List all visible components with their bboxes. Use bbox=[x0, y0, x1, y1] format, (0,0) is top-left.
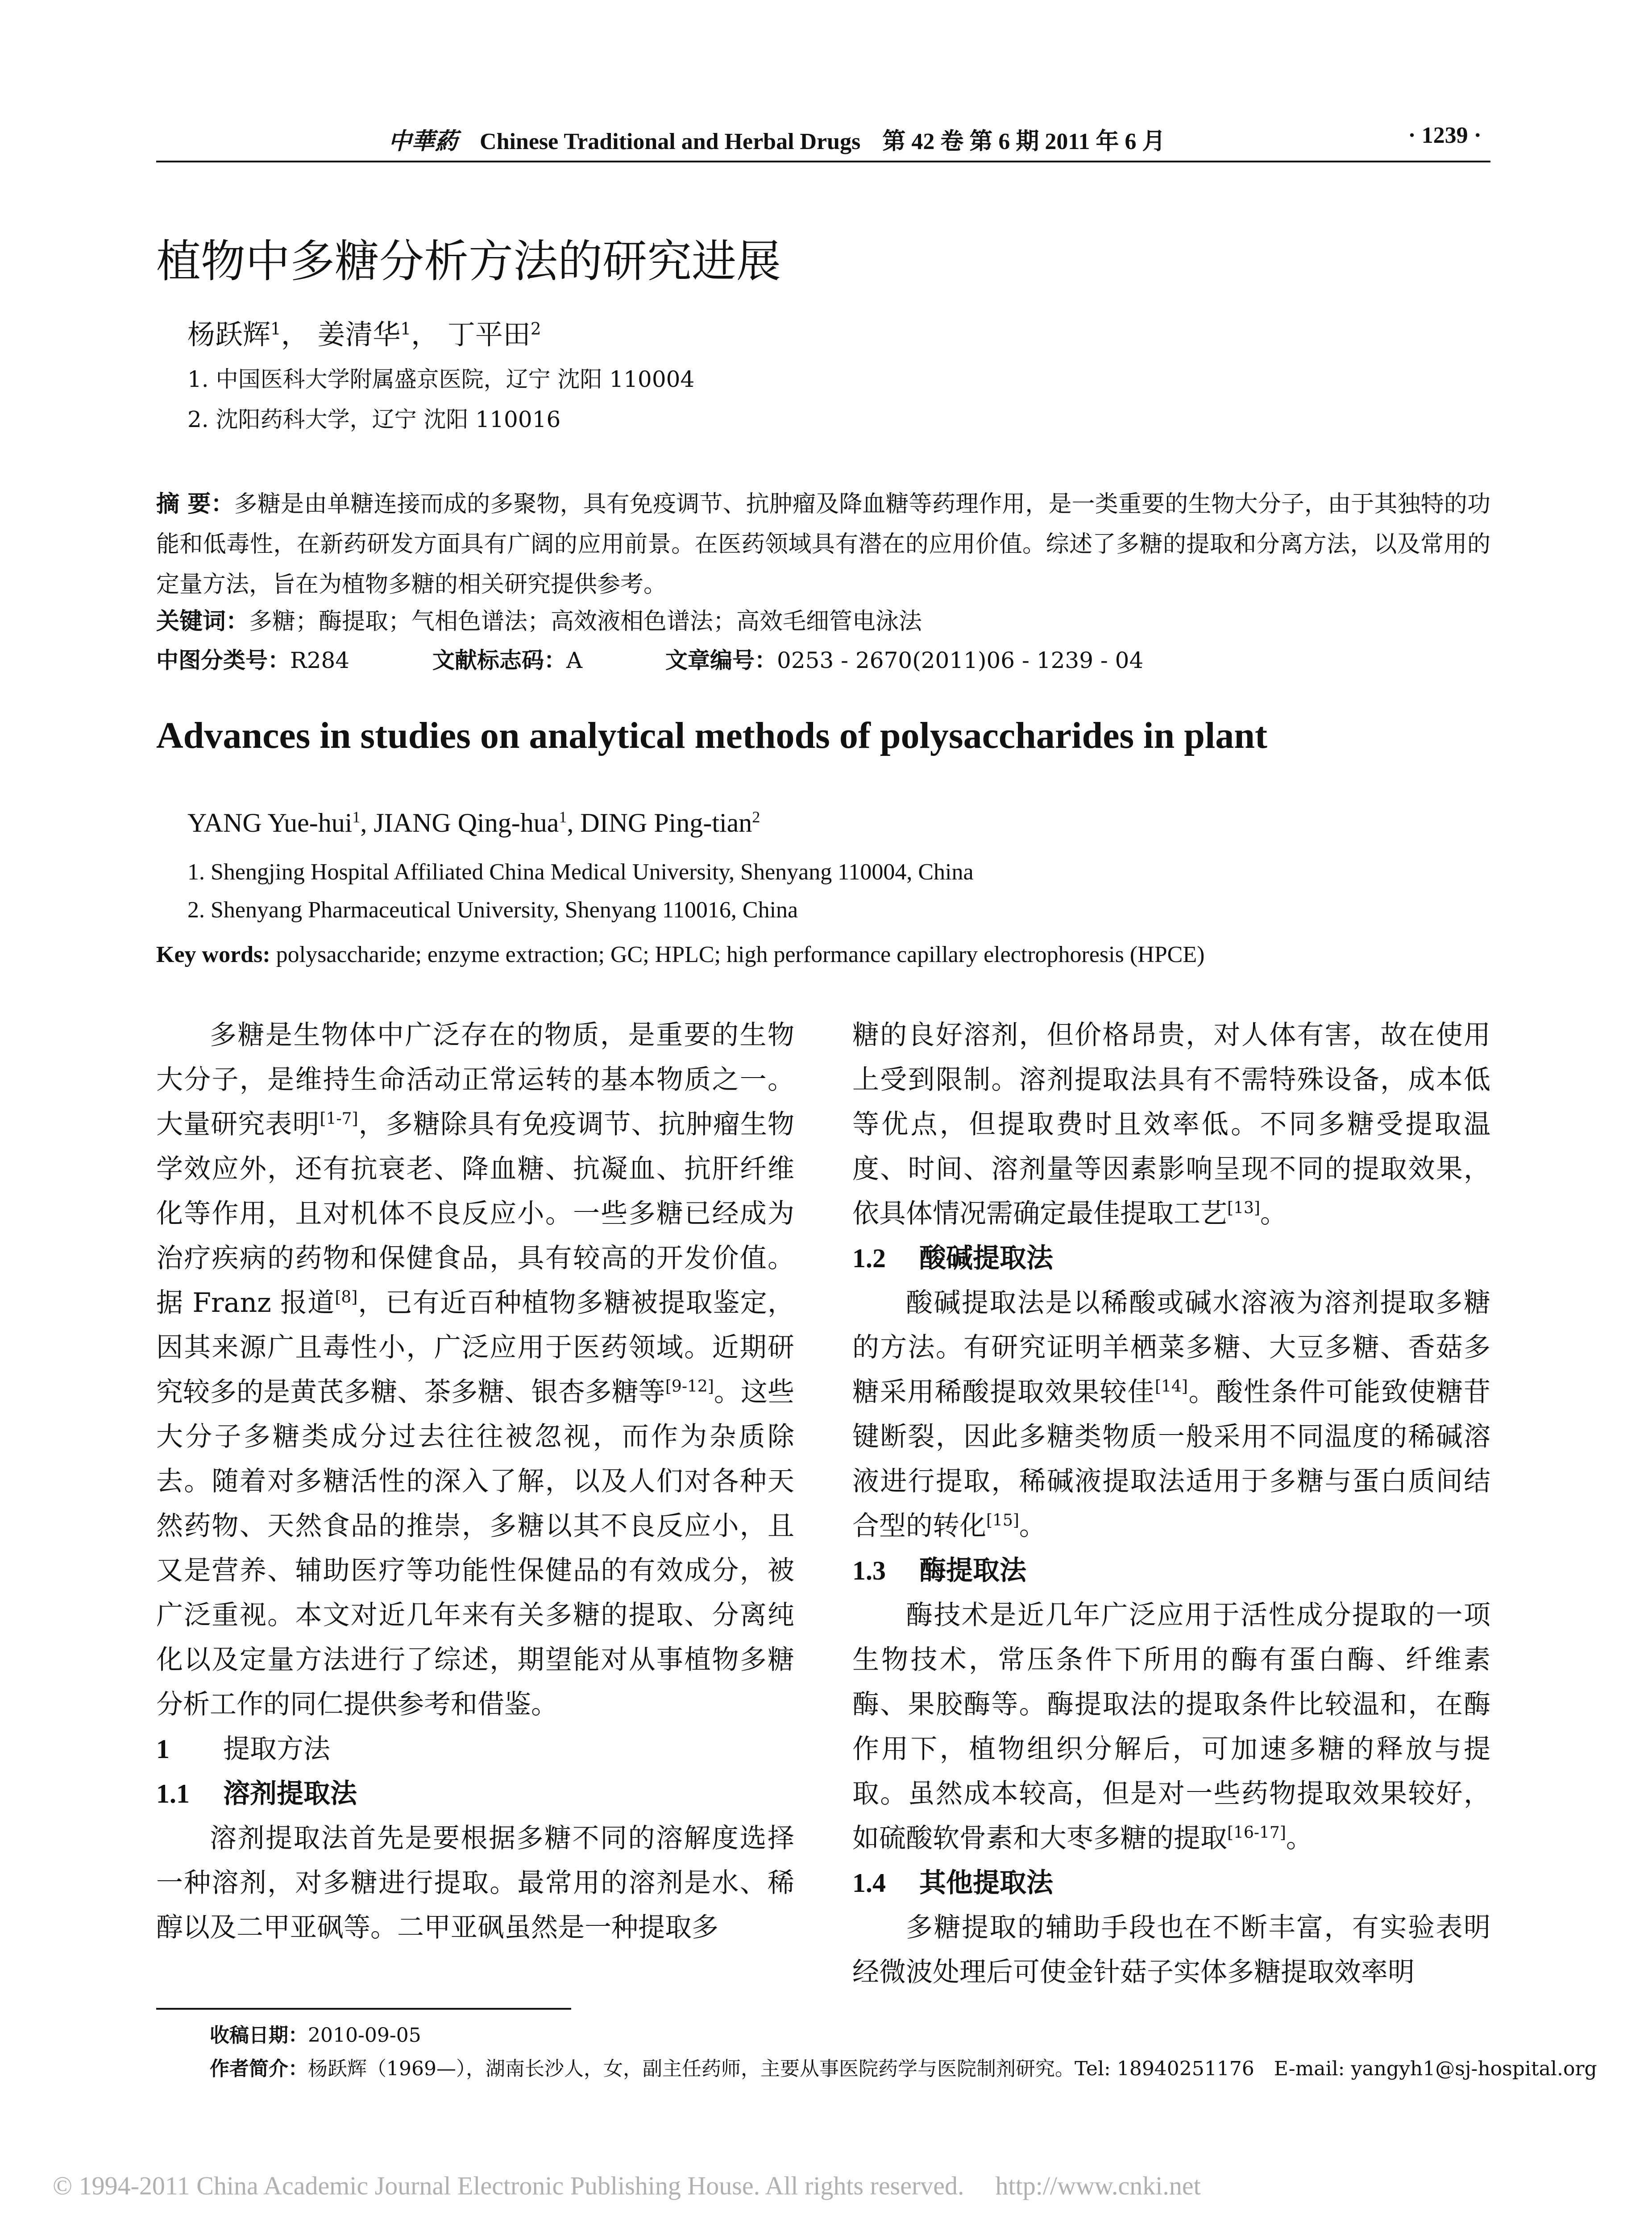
section-title: 提取方法 bbox=[223, 1733, 330, 1765]
body-paragraph bbox=[156, 1013, 794, 1727]
section-number: 1.3 bbox=[852, 1556, 886, 1585]
citation-ref[interactable]: [14] bbox=[1155, 1377, 1188, 1396]
section-title: 酶提取法 bbox=[919, 1555, 1026, 1586]
received-label: 收稿日期： bbox=[210, 2024, 308, 2047]
body-column-right bbox=[852, 1013, 1490, 1995]
clc-value: R284 bbox=[290, 647, 350, 673]
article-id bbox=[665, 647, 1143, 673]
keywords-label: 关键词： bbox=[156, 608, 249, 635]
affiliation-en-1: 1. Shengjing Hospital Affiliated China Medical University, Shenyang 110004, China bbox=[187, 859, 974, 885]
keywords-en-text: polysaccharide; enzyme extraction; GC; HPLC; high performance capillary electrophoresis (HPCE) bbox=[270, 942, 1205, 967]
cnki-link[interactable]: http://www.cnki.net bbox=[995, 2171, 1201, 2200]
authors-english bbox=[187, 808, 760, 838]
article-id-label: 文章编号： bbox=[665, 647, 777, 673]
received-value: 2010-09-05 bbox=[308, 2024, 421, 2047]
author-name-en: YANG Yue-hui bbox=[187, 808, 353, 838]
author-name: 姜清华 bbox=[317, 318, 401, 351]
citation-ref[interactable]: [1-7] bbox=[320, 1110, 358, 1128]
citation-ref[interactable]: [9-12] bbox=[665, 1377, 714, 1396]
text-run: 。 bbox=[1286, 1823, 1313, 1854]
running-header bbox=[156, 112, 1490, 162]
author-name-en: JIANG Qing-hua bbox=[374, 808, 559, 838]
text-run: 酶技术是近几年广泛应用于活性成分提取的一项生物技术，常压条件下所用的酶有蛋白酶、纤维素酶、果胶酶等。酶提取法的提取条件比较温和，在酶作用下，植物组织分解后，可加速多糖的释放与提取。虽然成本较高，但是对一些药物提取效果较好，如硫酸软骨素和大枣多糖的提取 bbox=[852, 1600, 1490, 1854]
document-code-label: 文献标志码： bbox=[432, 647, 566, 673]
copyright-watermark bbox=[53, 2171, 1201, 2201]
section-number: 1.4 bbox=[852, 1868, 886, 1898]
authors-chinese: 杨跃辉$^1$， 姜清华$^1$， 丁平田$^2$ bbox=[187, 318, 541, 351]
separator: , bbox=[567, 808, 581, 838]
affiliation-marker: 1 bbox=[270, 319, 281, 339]
text-run: 。 bbox=[1019, 1510, 1046, 1542]
author-name: 杨跃辉 bbox=[187, 318, 271, 351]
text-run: 多糖提取的辅助手段也在不断丰富，有实验表明经微波处理后可使金针菇子实体多糖提取效率明 bbox=[852, 1912, 1490, 1988]
subsection-heading bbox=[852, 1548, 1490, 1593]
citation-ref[interactable]: [13] bbox=[1227, 1199, 1260, 1217]
journal-name: Chinese Traditional and Herbal Drugs bbox=[480, 129, 861, 154]
author-bio bbox=[210, 2053, 1597, 2081]
body-paragraph bbox=[156, 1816, 794, 1950]
abstract-label: 摘 要： bbox=[156, 491, 234, 518]
body-paragraph bbox=[852, 1013, 1490, 1236]
subsection-heading bbox=[852, 1236, 1490, 1281]
received-date bbox=[210, 2019, 421, 2048]
affiliation-marker: 1 bbox=[352, 808, 361, 826]
keywords-en-label: Key words: bbox=[156, 942, 270, 967]
author-name-en: DING Ping-tian bbox=[580, 808, 752, 838]
subsection-heading bbox=[852, 1861, 1490, 1905]
text-run: 糖的良好溶剂，但价格昂贵，对人体有害，故在使用上受到限制。溶剂提取法具有不需特殊设备，成本低等优点，但提取费时且效率低。不同多糖受提取温度、时间、溶剂量等因素影响呈现不同的提取效果，依具体情况需确定最佳提取工艺 bbox=[852, 1020, 1490, 1229]
affiliation-en-2: 2. Shenyang Pharmaceutical University, Shenyang 110016, China bbox=[187, 897, 798, 923]
author-bio-text: 杨跃辉（1969—），湖南长沙人，女，副主任药师，主要从事医院药学与医院制剂研究。Tel: 18940251176 E-mail: yangyh1@sj-hospital.org bbox=[308, 2057, 1597, 2080]
journal-issue: 第 42 卷 第 6 期 2011 年 6 月 bbox=[882, 129, 1166, 154]
document-code-value: A bbox=[566, 647, 583, 673]
copyright-text: © 1994-2011 China Academic Journal Electronic Publishing House. All rights reserved. bbox=[53, 2171, 964, 2200]
author-name: 丁平田 bbox=[447, 318, 531, 351]
affiliation-marker: 1 bbox=[400, 319, 411, 339]
title-english: Advances in studies on analytical methods of polysaccharides in plant bbox=[156, 715, 1267, 756]
citation-ref[interactable]: [16-17] bbox=[1227, 1824, 1286, 1842]
section-number: 1.1 bbox=[156, 1779, 190, 1808]
abstract-text: 多糖是由单糖连接而成的多聚物，具有免疫调节、抗肿瘤及降血糖等药理作用，是一类重要的生物大分子，由于其独特的功能和低毒性，在新药研发方面具有广阔的应用前景。在医药领域具有潜在的应用价值。综述了多糖的提取和分离方法，以及常用的定量方法，旨在为植物多糖的相关研究提供参考。 bbox=[156, 491, 1490, 598]
affiliation-cn-1: 1. 中国医科大学附属盛京医院，辽宁 沈阳 110004 bbox=[187, 366, 695, 392]
footnote-rule bbox=[156, 2008, 571, 2010]
keywords-english bbox=[156, 941, 1204, 968]
section-heading bbox=[156, 1727, 794, 1771]
text-run: 多糖是生物体中广泛存在的物质，是重要的生物大分子，是维持生命活动正常运转的基本物质之一。大量研究表明 bbox=[156, 1020, 794, 1140]
article-id-value: 0253 - 2670(2011)06 - 1239 - 04 bbox=[777, 647, 1144, 673]
text-run: 酸碱提取法是以稀酸或碱水溶液为溶剂提取多糖的方法。有研究证明羊栖菜多糖、大豆多糖、香菇多糖采用稀酸提取效果较佳 bbox=[852, 1287, 1490, 1408]
clc-number bbox=[156, 647, 349, 673]
body-paragraph bbox=[852, 1281, 1490, 1548]
document-code bbox=[432, 647, 582, 673]
section-title: 溶剂提取法 bbox=[223, 1778, 357, 1809]
body-column-left bbox=[156, 1013, 794, 1950]
author-bio-label: 作者简介： bbox=[210, 2057, 308, 2080]
clc-label: 中图分类号： bbox=[156, 647, 290, 673]
affiliation-cn-2: 2. 沈阳药科大学，辽宁 沈阳 110016 bbox=[187, 406, 561, 432]
section-title: 其他提取法 bbox=[919, 1867, 1053, 1899]
text-run: ，多糖除具有免疫调节、抗肿瘤生物学效应外，还有抗衰老、降血糖、抗凝血、抗肝纤维化等作用，且对机体不良反应小。一些多糖已经成为治疗疾病的药物和保健食品，具有较高的开发价值。据 Franz 报道 bbox=[156, 1109, 795, 1319]
body-paragraph bbox=[852, 1593, 1490, 1861]
keywords-text: 多糖；酶提取；气相色谱法；高效液相色谱法；高效毛细管电泳法 bbox=[249, 608, 922, 635]
affiliation-marker: 1 bbox=[559, 808, 567, 826]
citation-ref[interactable]: [8] bbox=[335, 1288, 358, 1306]
affiliation-marker: 2 bbox=[530, 319, 541, 339]
citation-ref[interactable]: [15] bbox=[986, 1511, 1019, 1530]
subsection-heading bbox=[156, 1771, 794, 1816]
text-run: 。这些大分子多糖类成分过去往往被忽视，而作为杂质除去。随着对多糖活性的深入了解，以及人们对各种天然药物、天然食品的推崇，多糖以其不良反应小，且又是营养、辅助医疗等功能性保健品的有效成分，被广泛重视。本文对近几年来有关多糖的提取、分离纯化以及定量方法进行了综述，期望能对从事植物多糖分析工作的同仁提供参考和借鉴。 bbox=[156, 1377, 794, 1720]
text-run: 溶剂提取法首先是要根据多糖不同的溶解度选择一种溶剂，对多糖进行提取。最常用的溶剂是水、稀醇以及二甲亚砜等。二甲亚砜虽然是一种提取多 bbox=[156, 1823, 794, 1943]
journal-line bbox=[388, 122, 1165, 156]
section-number: 1 bbox=[156, 1734, 170, 1764]
text-run: 。 bbox=[1260, 1198, 1287, 1229]
body-paragraph bbox=[852, 1905, 1490, 1995]
keywords-chinese bbox=[156, 602, 922, 636]
journal-logo: 中華葯 bbox=[388, 128, 458, 155]
page-number: · 1239 · bbox=[1408, 123, 1482, 148]
affiliation-marker: 2 bbox=[752, 808, 760, 826]
text-run: 。酸性条件可能致使糖苷键断裂，因此多糖类物质一般采用不同温度的稀碱溶液进行提取，稀碱液提取法适用于多糖与蛋白质间结合型的转化 bbox=[852, 1377, 1490, 1542]
abstract bbox=[156, 484, 1490, 605]
classification-line bbox=[156, 643, 1219, 675]
section-title: 酸碱提取法 bbox=[919, 1243, 1053, 1274]
separator: , bbox=[360, 808, 374, 838]
text-run: ，已有近百种植物多糖被提取鉴定，因其来源广且毒性小，广泛应用于医药领域。近期研究较多的是黄芪多糖、茶多糖、银杏多糖等 bbox=[156, 1287, 795, 1408]
title-chinese: 植物中多糖分析方法的研究进展 bbox=[156, 235, 781, 287]
section-number: 1.2 bbox=[852, 1244, 886, 1273]
